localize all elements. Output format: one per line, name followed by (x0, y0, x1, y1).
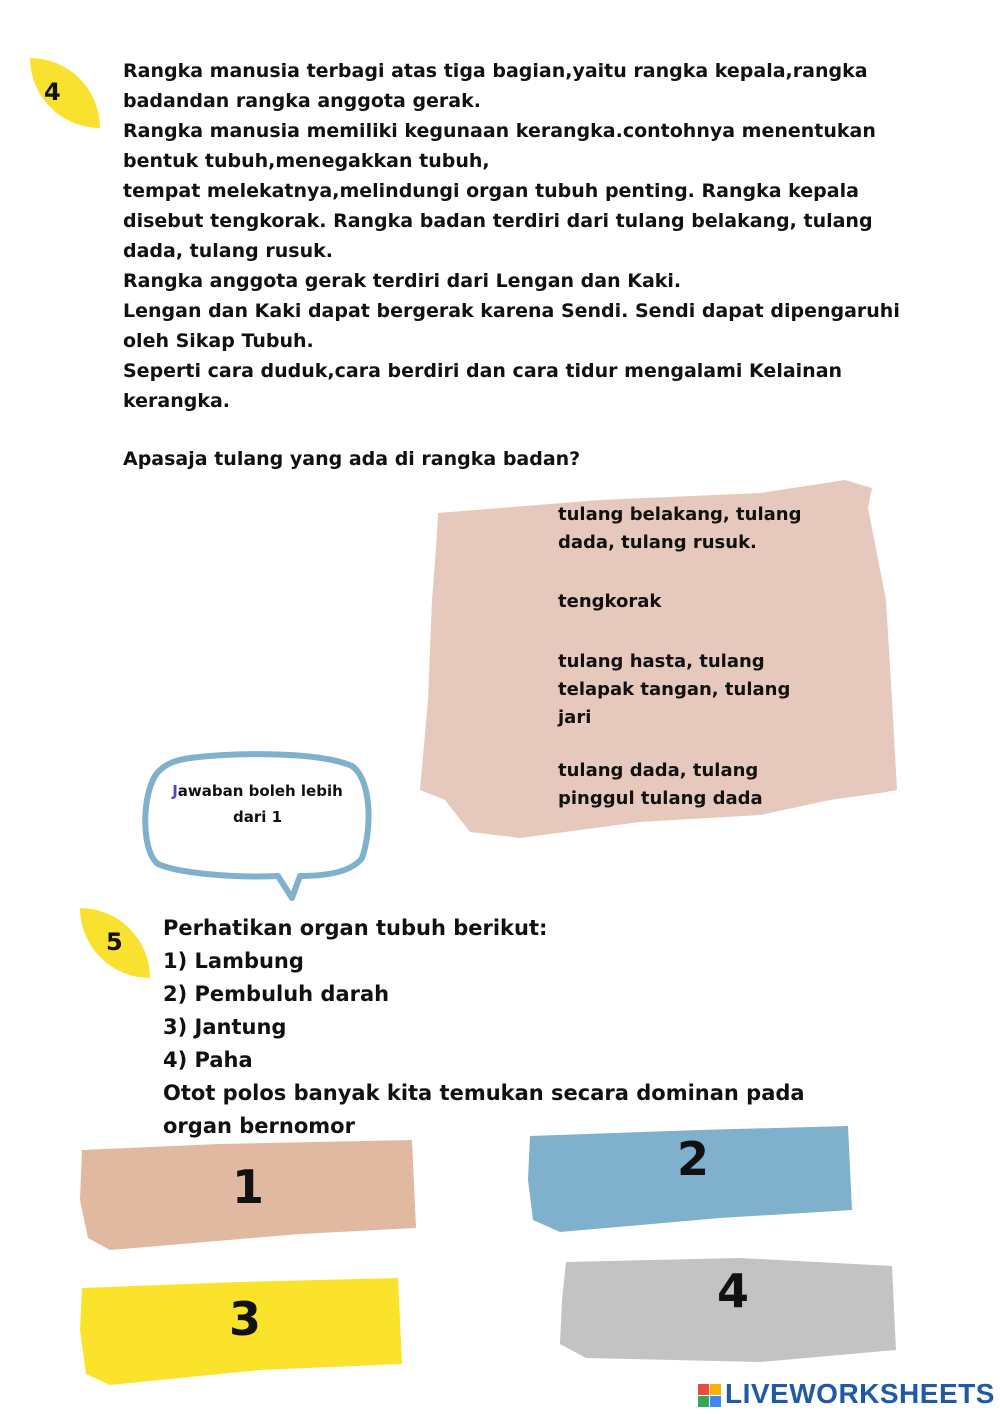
question-text: Apasaja tulang yang ada di rangka badan? (123, 448, 581, 470)
hint-first-letter: J (172, 782, 178, 800)
hint-rest: awaban boleh lebih dari 1 (177, 782, 343, 826)
hint-text (155, 778, 360, 830)
question-number: 4 (44, 78, 61, 106)
question-number: 5 (106, 928, 123, 956)
reading-passage: Rangka manusia terbagi atas tiga bagian,yaitu rangka kepala,rangka badandan rangka anggota gerak. Rangka manusia memiliki kegunaan kerangka.contohnya menentukan bentuk tubuh,menegakkan tubuh, tempat melekatnya,melindungi organ tubuh penting. Rangka kepala disebut tengkorak. Rangka badan terdiri dari tulang belakang, tulang dada, tulang rusuk. Rangka anggota gerak terdiri dari Lengan dan Kaki. Lengan dan Kaki dapat bergerak karena Sendi. Sendi dapat dipengaruhi oleh Sikap Tubuh. Seperti cara duduk,cara berdiri dan cara tidur mengalami Kelainan kerangka. (123, 60, 900, 412)
question-text: Perhatikan organ tubuh berikut: 1) Lambung 2) Pembuluh darah 3) Jantung 4) Paha Otot polos banyak kita temukan secara dominan pada organ bernomor (163, 916, 805, 1138)
liveworksheets-logo-icon (698, 1384, 722, 1408)
answer-option-4[interactable]: 4 (716, 1264, 749, 1318)
answer-option-2[interactable]: 2 (676, 1132, 709, 1186)
answer-option-3[interactable]: 3 (228, 1292, 261, 1346)
brand-text: LIVEWORKSHEETS (725, 1378, 995, 1409)
answer-option-1[interactable]: 1 (231, 1160, 264, 1214)
answer-item[interactable]: tulang hasta, tulang telapak tangan, tulang jari (558, 651, 791, 728)
answer-item[interactable]: tengkorak (558, 591, 662, 612)
answer-item[interactable]: tulang dada, tulang pinggul tulang dada (558, 760, 763, 809)
answer-item[interactable]: tulang belakang, tulang dada, tulang rusuk. (558, 504, 802, 553)
liveworksheets-logo (698, 1377, 995, 1411)
